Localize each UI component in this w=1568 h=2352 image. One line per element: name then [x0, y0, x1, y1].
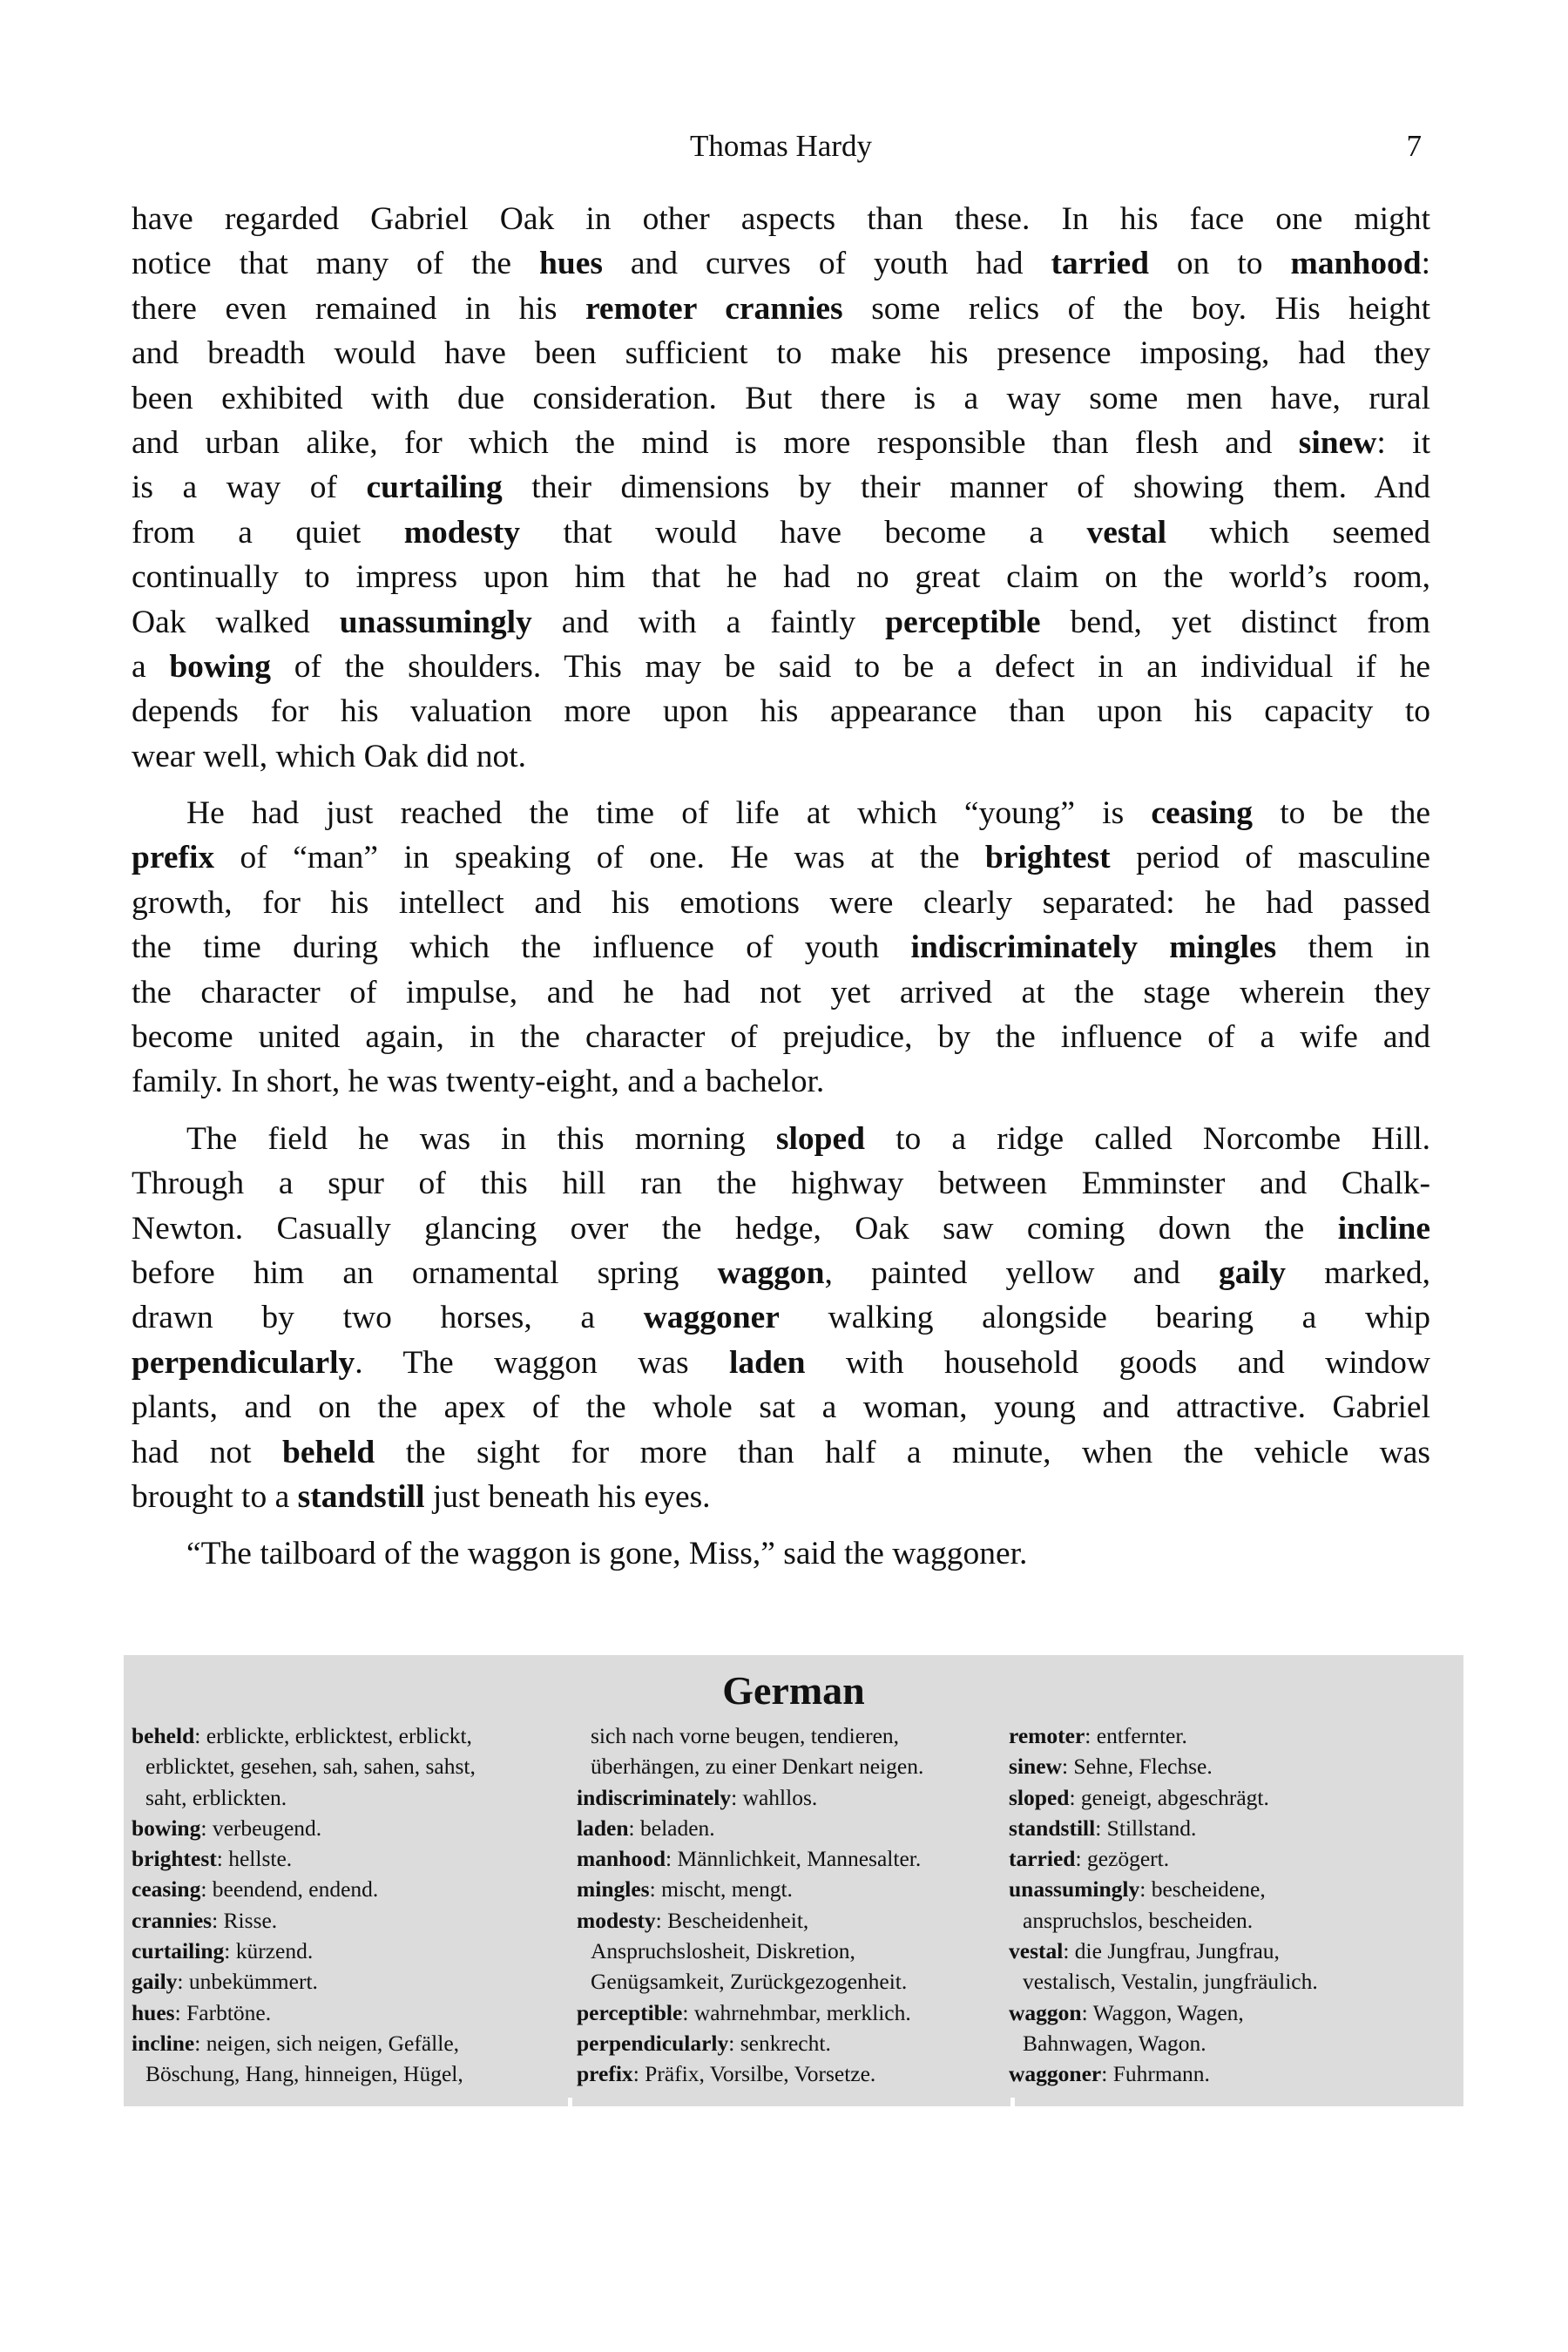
glossary-definition: beladen.: [640, 1815, 715, 1841]
text-line: [132, 925, 1430, 970]
paragraph: [132, 197, 1430, 779]
column-divider: [568, 2098, 572, 2106]
text-segment: walking alongside bearing a whip: [779, 1300, 1430, 1336]
glossary-entry-line: [132, 1966, 476, 1997]
colon: :: [1069, 1784, 1081, 1810]
glossary-definition: entfernter.: [1096, 1723, 1187, 1748]
colon: :: [682, 1999, 694, 2025]
text-line: [132, 734, 1430, 779]
glossary-entry-line: [1009, 1843, 1318, 1874]
text-line: [132, 1295, 1430, 1340]
glossary-term: bowing: [132, 1815, 201, 1841]
glossary-term: crannies: [132, 1907, 213, 1933]
text-line: [132, 1531, 1430, 1576]
glossary-entry-line: [1009, 2028, 1318, 2058]
text-line: [132, 689, 1430, 733]
vocabulary-term: unassumingly: [339, 604, 532, 640]
glossary-term: perceptible: [577, 1999, 683, 2025]
glossary-entry-line: [577, 1843, 923, 1874]
text-segment: period of masculine: [1110, 840, 1430, 876]
text-segment: of “man” in speaking of one. He was at the: [214, 840, 985, 876]
running-header: [132, 129, 1430, 169]
glossary-definition: Stillstand.: [1106, 1815, 1197, 1841]
glossary-entry-line: [132, 2058, 476, 2089]
glossary-definition: kürzend.: [235, 1938, 314, 1964]
glossary-definition: neigen, sich neigen, Gefälle,: [206, 2030, 460, 2056]
paragraph: [132, 1531, 1430, 1576]
paragraph: [132, 1117, 1430, 1520]
text-segment: their dimensions by their manner of showing them. And: [502, 470, 1431, 506]
vocabulary-term: indiscriminately mingles: [910, 929, 1277, 966]
vocabulary-term: tarried: [1051, 246, 1149, 282]
glossary-definition: gezögert.: [1086, 1846, 1170, 1872]
glossary-term: remoter: [1009, 1723, 1085, 1748]
glossary-term: indiscriminately: [577, 1784, 732, 1810]
glossary-definition: bescheidene,: [1151, 1876, 1266, 1903]
glossary-entry-line: [1009, 1720, 1318, 1751]
text-segment: plants, and on the apex of the whole sat a woman, young and attractive. Gabriel: [132, 1389, 1430, 1426]
text-segment: which seemed: [1166, 514, 1430, 551]
colon: :: [177, 1969, 189, 1995]
vocabulary-term: modesty: [403, 514, 521, 551]
text-segment: on to: [1148, 246, 1291, 282]
glossary-term: ceasing: [132, 1876, 201, 1903]
running-title: Thomas Hardy: [690, 129, 872, 163]
text-segment: He had just reached the time of life at which “young” is: [186, 795, 1152, 832]
glossary-entry-line: [1009, 2058, 1318, 2089]
text-line: [132, 970, 1430, 1015]
glossary-entry-line: [577, 1905, 923, 1936]
glossary-definition: saht, erblickten.: [145, 1784, 287, 1810]
vocabulary-term: beheld: [282, 1434, 375, 1470]
vocabulary-term: laden: [728, 1344, 806, 1381]
text-line: [132, 1117, 1430, 1161]
text-line: [132, 1059, 1430, 1104]
colon: :: [194, 2030, 206, 2056]
glossary-definition: wahrnehmbar, merklich.: [693, 1999, 911, 2025]
glossary-entry-line: [577, 1720, 923, 1751]
glossary-definition: erblickte, erblicktest, erblickt,: [206, 1723, 472, 1748]
text-segment: : it: [1376, 424, 1431, 461]
colon: :: [224, 1938, 236, 1964]
glossary-column: [1009, 1720, 1318, 2090]
vocabulary-term: vestal: [1086, 514, 1167, 551]
colon: :: [1075, 1846, 1087, 1872]
vocabulary-term: perpendicularly: [132, 1344, 355, 1381]
vocabulary-term: sinew: [1298, 424, 1377, 461]
glossary-entry-line: [132, 1782, 476, 1813]
glossary-entry-line: [577, 1997, 923, 2028]
body-text: [132, 197, 1430, 1589]
glossary-definition: Waggon, Wagen,: [1092, 1999, 1244, 2025]
text-segment: to a ridge called Norcombe Hill.: [865, 1120, 1430, 1157]
text-segment: that would have become a: [520, 514, 1087, 551]
vocabulary-term: standstill: [297, 1478, 425, 1515]
text-segment: The field he was in this morning: [186, 1120, 776, 1157]
colon: :: [212, 1907, 224, 1933]
text-line: [132, 241, 1430, 286]
vocabulary-term: perceptible: [885, 604, 1041, 640]
glossary-entry-line: [1009, 1997, 1318, 2028]
glossary-term: perpendicularly: [577, 2030, 729, 2056]
text-segment: wear well, which Oak did not.: [132, 738, 527, 774]
text-line: [132, 331, 1430, 375]
glossary-entry-line: [577, 1966, 923, 1997]
glossary-entry-line: [132, 1751, 476, 1781]
colon: :: [1061, 1754, 1074, 1780]
text-segment: the time during which the influence of youth: [132, 929, 911, 966]
glossary-entry-line: [1009, 1936, 1318, 1966]
text-segment: drawn by two horses, a: [132, 1300, 644, 1336]
glossary-definition: Sehne, Flechse.: [1073, 1754, 1213, 1780]
glossary-term: standstill: [1009, 1815, 1096, 1841]
text-segment: the character of impulse, and he had not yet arrived at the stage wherein they: [132, 974, 1430, 1010]
vocabulary-term: bowing: [169, 648, 272, 685]
glossary-entry-line: [132, 1874, 476, 1904]
glossary-entry-line: [577, 1936, 923, 1966]
glossary-definition: erblicktet, gesehen, sah, sahen, sahst,: [145, 1754, 476, 1780]
vocabulary-term: prefix: [132, 840, 215, 876]
glossary-entry-line: [132, 1813, 476, 1843]
colon: :: [632, 2061, 645, 2087]
vocabulary-term: curtailing: [366, 470, 503, 506]
glossary-term: hues: [132, 1999, 175, 2025]
text-line: [132, 421, 1430, 465]
glossary-definition: Fuhrmann.: [1112, 2061, 1210, 2087]
text-segment: just beneath his eyes.: [424, 1478, 711, 1515]
colon: :: [628, 1815, 640, 1841]
text-segment: with household goods and window: [805, 1344, 1430, 1381]
glossary-entry-line: [577, 1813, 923, 1843]
glossary-term: gaily: [132, 1969, 178, 1995]
glossary-term: waggon: [1009, 1999, 1082, 2025]
glossary-term: brightest: [132, 1846, 217, 1872]
text-segment: “The tailboard of the waggon is gone, Miss,” said the waggoner.: [186, 1536, 1028, 1572]
colon: :: [666, 1846, 678, 1872]
vocabulary-term: sloped: [775, 1120, 865, 1157]
text-line: [132, 1475, 1430, 1519]
text-segment: and curves of youth had: [602, 246, 1051, 282]
text-segment: depends for his valuation more upon his appearance than upon his capacity to: [132, 693, 1430, 730]
glossary-entry-line: [1009, 1782, 1318, 1813]
text-segment: had not: [132, 1434, 282, 1470]
text-line: [132, 287, 1430, 331]
text-segment: of the shoulders. This may be said to be a defect in an individual if he: [271, 648, 1431, 685]
text-segment: before him an ornamental spring: [132, 1254, 718, 1291]
vocabulary-term: gaily: [1218, 1254, 1287, 1291]
glossary-term: sinew: [1009, 1754, 1062, 1780]
text-line: [132, 555, 1430, 599]
text-segment: growth, for his intellect and his emotions were clearly separated: he had passed: [132, 884, 1430, 921]
text-line: [132, 791, 1430, 835]
text-segment: and with a faintly: [531, 604, 886, 640]
text-segment: marked,: [1286, 1254, 1430, 1291]
colon: :: [1095, 1815, 1107, 1841]
glossary-entry-line: [132, 1997, 476, 2028]
text-segment: family. In short, he was twenty-eight, and a bachelor.: [132, 1064, 825, 1100]
text-segment: them in: [1276, 929, 1430, 966]
glossary-entry-line: [1009, 1751, 1318, 1781]
text-segment: been exhibited with due consideration. But there is a way some men have, rural: [132, 380, 1430, 416]
text-segment: Newton. Casually glancing over the hedge, Oak saw coming down the: [132, 1210, 1338, 1247]
glossary-box: [124, 1655, 1463, 2106]
text-line: [132, 835, 1430, 880]
text-segment: Through a spur of this hill ran the highway between Emminster and Chalk-: [132, 1166, 1430, 1202]
text-segment: bend, yet distinct from: [1040, 604, 1431, 640]
text-segment: :: [1421, 246, 1430, 282]
vocabulary-term: incline: [1337, 1210, 1430, 1247]
colon: :: [200, 1815, 213, 1841]
glossary-entry-line: [1009, 1966, 1318, 1997]
text-line: [132, 376, 1430, 421]
colon: :: [1139, 1876, 1152, 1903]
glossary-term: unassumingly: [1009, 1876, 1140, 1903]
text-segment: become united again, in the character of prejudice, by the influence of a wife and: [132, 1019, 1430, 1056]
text-segment: . The waggon was: [355, 1344, 729, 1381]
text-segment: brought to a: [132, 1478, 298, 1515]
text-line: [132, 1251, 1430, 1295]
glossary-entry-line: [577, 2028, 923, 2058]
text-segment: notice that many of the: [132, 246, 539, 282]
glossary-column: [132, 1720, 476, 2090]
glossary-definition: Böschung, Hang, hinneigen, Hügel,: [145, 2061, 463, 2087]
glossary-definition: geneigt, abgeschrägt.: [1080, 1784, 1269, 1810]
text-segment: continually to impress upon him that he had no great claim on the world’s room,: [132, 559, 1430, 596]
text-segment: some relics of the boy. His height: [842, 290, 1430, 327]
colon: :: [1081, 1999, 1093, 2025]
text-line: [132, 1161, 1430, 1206]
paragraph: [132, 791, 1430, 1105]
glossary-definition: anspruchslos, bescheiden.: [1023, 1907, 1254, 1933]
glossary-definition: Bahnwagen, Wagon.: [1023, 2030, 1206, 2056]
glossary-term: manhood: [577, 1846, 666, 1872]
colon: :: [200, 1876, 213, 1903]
text-line: [132, 1015, 1430, 1059]
colon: :: [194, 1723, 206, 1748]
glossary-definition: Präfix, Vorsilbe, Vorsetze.: [645, 2061, 876, 2087]
glossary-term: modesty: [577, 1907, 656, 1933]
text-line: [132, 465, 1430, 510]
glossary-definition: Männlichkeit, Mannesalter.: [677, 1846, 922, 1872]
glossary-definition: Anspruchslosheit, Diskretion,: [591, 1938, 855, 1964]
glossary-term: curtailing: [132, 1938, 225, 1964]
text-line: [132, 881, 1430, 925]
glossary-entry-line: [1009, 1905, 1318, 1936]
colon: :: [728, 2030, 740, 2056]
text-segment: a: [132, 648, 170, 685]
glossary-entry-line: [1009, 1813, 1318, 1843]
glossary-definition: unbekümmert.: [188, 1969, 318, 1995]
glossary-definition: die Jungfrau, Jungfrau,: [1074, 1938, 1280, 1964]
text-line: [132, 1385, 1430, 1429]
glossary-definition: hellste.: [228, 1846, 293, 1872]
glossary-definition: mischt, mengt.: [661, 1876, 793, 1903]
glossary-term: prefix: [577, 2061, 633, 2087]
text-segment: to be the: [1253, 795, 1430, 832]
glossary-definition: sich nach vorne beugen, tendieren,: [591, 1723, 900, 1748]
glossary-term: laden: [577, 1815, 629, 1841]
vocabulary-term: remoter crannies: [585, 290, 843, 327]
text-line: [132, 600, 1430, 645]
text-segment: Oak walked: [132, 604, 340, 640]
vocabulary-term: waggoner: [643, 1300, 780, 1336]
colon: :: [731, 1784, 743, 1810]
glossary-title: German: [722, 1668, 865, 1713]
glossary-entry-line: [577, 1874, 923, 1904]
glossary-entry-line: [132, 2028, 476, 2058]
text-line: [132, 1206, 1430, 1251]
glossary-definition: Risse.: [223, 1907, 278, 1933]
text-segment: and breadth would have been sufficient to make his presence imposing, had they: [132, 335, 1430, 372]
text-segment: is a way of: [132, 470, 367, 506]
colon: :: [1063, 1938, 1075, 1964]
glossary-entry-line: [1009, 1874, 1318, 1904]
glossary-definition: vestalisch, Vestalin, jungfräulich.: [1023, 1969, 1318, 1995]
glossary-definition: Farbtöne.: [186, 1999, 272, 2025]
glossary-definition: senkrecht.: [740, 2030, 831, 2056]
vocabulary-term: waggon: [717, 1254, 825, 1291]
glossary-term: incline: [132, 2030, 195, 2056]
glossary-definition: Bescheidenheit,: [667, 1907, 809, 1933]
glossary-term: beheld: [132, 1723, 195, 1748]
glossary-term: mingles: [577, 1876, 650, 1903]
glossary-definition: beendend, endend.: [212, 1876, 379, 1903]
glossary-definition: Genügsamkeit, Zurückgezogenheit.: [591, 1969, 908, 1995]
glossary-entry-line: [132, 1905, 476, 1936]
page-number: 7: [1406, 129, 1422, 163]
glossary-term: waggoner: [1009, 2061, 1102, 2087]
text-line: [132, 1430, 1430, 1475]
glossary-definition: überhängen, zu einer Denkart neigen.: [591, 1754, 924, 1780]
text-segment: there even remained in his: [132, 290, 585, 327]
colon: :: [655, 1907, 668, 1933]
colon: :: [649, 1876, 662, 1903]
vocabulary-term: brightest: [984, 840, 1111, 876]
text-line: [132, 197, 1430, 241]
text-segment: have regarded Gabriel Oak in other aspects than these. In his face one might: [132, 201, 1430, 237]
glossary-term: tarried: [1009, 1846, 1076, 1872]
vocabulary-term: hues: [539, 246, 603, 282]
column-divider: [1010, 2098, 1015, 2106]
glossary-entry-line: [577, 1782, 923, 1813]
glossary-entry-line: [132, 1720, 476, 1751]
glossary-definition: wahllos.: [742, 1784, 818, 1810]
text-segment: from a quiet: [132, 514, 404, 551]
glossary-column: [577, 1720, 923, 2090]
glossary-term: vestal: [1009, 1938, 1064, 1964]
glossary-entry-line: [132, 1936, 476, 1966]
glossary-definition: verbeugend.: [212, 1815, 322, 1841]
glossary-entry-line: [577, 1751, 923, 1781]
text-line: [132, 510, 1430, 555]
text-line: [132, 645, 1430, 689]
colon: :: [1101, 2061, 1113, 2087]
glossary-entry-line: [132, 1843, 476, 1874]
text-segment: the sight for more than half a minute, when the vehicle was: [375, 1434, 1430, 1470]
glossary-entry-line: [577, 2058, 923, 2089]
text-line: [132, 1341, 1430, 1385]
vocabulary-term: manhood: [1290, 246, 1422, 282]
text-segment: , painted yellow and: [824, 1254, 1219, 1291]
colon: :: [174, 1999, 187, 2025]
text-segment: and urban alike, for which the mind is more responsible than flesh and: [132, 424, 1299, 461]
colon: :: [1085, 1723, 1097, 1748]
vocabulary-term: ceasing: [1151, 795, 1254, 832]
glossary-term: sloped: [1009, 1784, 1070, 1810]
colon: :: [216, 1846, 229, 1872]
